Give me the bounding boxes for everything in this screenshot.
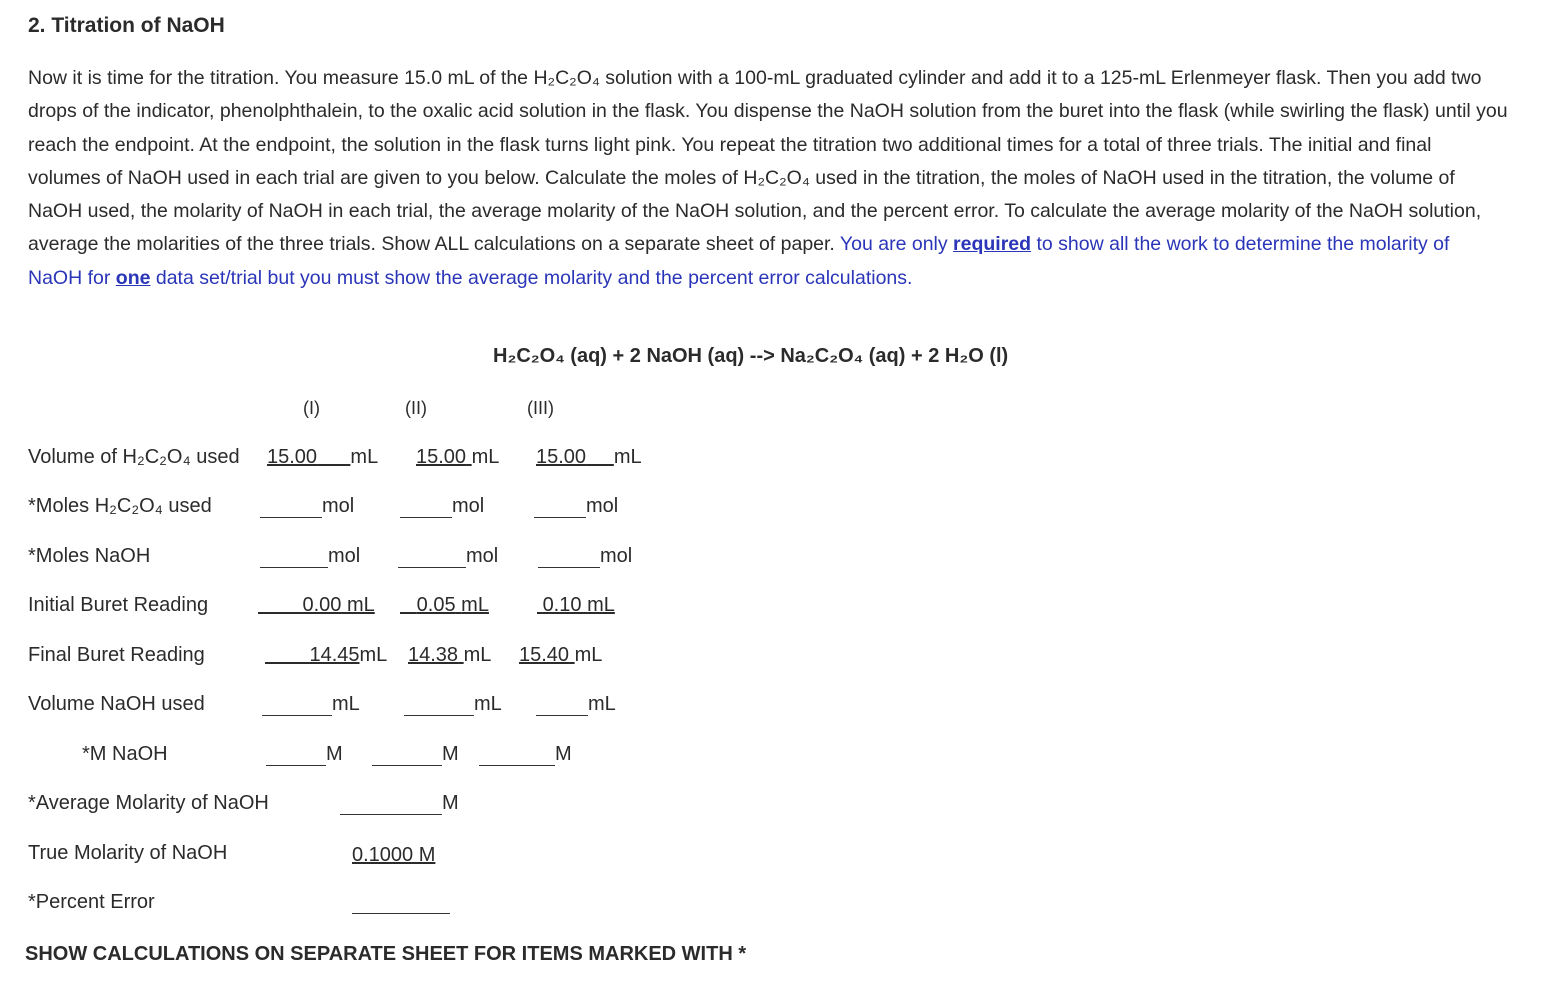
moles-naoh-trial-1-blank[interactable]: mol bbox=[260, 545, 360, 568]
true-molarity-value: 0.1000 M bbox=[352, 844, 436, 866]
trial-header-2: (II) bbox=[405, 398, 427, 418]
initial-buret-trial-3: 0.10 mL bbox=[542, 594, 615, 616]
trial-header-1: (I) bbox=[303, 398, 320, 418]
volume-naoh-trial-2-blank[interactable]: mL bbox=[404, 693, 502, 716]
moles-naoh-trial-2-blank[interactable]: mol bbox=[398, 545, 498, 568]
row-label-volume-h2c2o4: Volume of H₂C₂O₄ used bbox=[28, 446, 240, 468]
row-label-moles-h2c2o4: *Moles H₂C₂O₄ used bbox=[28, 495, 212, 517]
average-molarity-blank[interactable]: M bbox=[340, 792, 459, 815]
row-label-average-molarity: *Average Molarity of NaOH bbox=[28, 792, 269, 814]
moles-naoh-trial-3-blank[interactable]: mol bbox=[538, 545, 632, 568]
volume-naoh-trial-3-blank[interactable]: mL bbox=[536, 693, 616, 716]
volume-h2c2o4-trial-2: 15.00 mL bbox=[416, 446, 500, 468]
volume-h2c2o4-trial-3: 15.00 mL bbox=[536, 446, 642, 468]
final-buret-trial-3: 15.40 mL bbox=[519, 644, 603, 666]
moles-h2c2o4-trial-2-blank[interactable]: mol bbox=[400, 495, 484, 518]
section-title: 2. Titration of NaOH bbox=[28, 14, 225, 37]
percent-error-blank[interactable] bbox=[352, 891, 450, 914]
row-label-initial-buret: Initial Buret Reading bbox=[28, 594, 209, 616]
requirement-note: You are only required to show all the work to determine the molarity of NaOH for one data set/trial but you must show the average molarity and the percent error calculations. bbox=[28, 233, 1450, 289]
final-buret-trial-1: 14.45mL bbox=[309, 644, 388, 666]
footer-instruction: SHOW CALCULATIONS ON SEPARATE SHEET FOR ITEMS MARKED WITH * bbox=[25, 943, 747, 965]
row-label-percent-error: *Percent Error bbox=[28, 891, 155, 913]
initial-buret-trial-1: 0.00 mL bbox=[302, 594, 375, 616]
trial-header-3: (III) bbox=[527, 398, 554, 418]
row-label-final-buret: Final Buret Reading bbox=[28, 644, 205, 666]
row-label-volume-naoh: Volume NaOH used bbox=[28, 693, 205, 715]
moles-h2c2o4-trial-1-blank[interactable]: mol bbox=[260, 495, 354, 518]
volume-h2c2o4-trial-1: 15.00 mL bbox=[267, 446, 379, 468]
volume-naoh-trial-1-blank[interactable]: mL bbox=[262, 693, 360, 716]
m-naoh-trial-1-blank[interactable]: M bbox=[266, 743, 343, 766]
row-label-moles-naoh: *Moles NaOH bbox=[28, 545, 151, 567]
instructions-text: Now it is time for the titration. You measure 15.0 mL of the H₂C₂O₄ solution with a 100-mL graduated cylinder and add it to a 125-mL Erlenmeyer flask. Then you add two drops of the indicator, phenolphthalein, to the oxalic acid solution in the flask. You dispense the NaOH solution from the buret into the flask (while swirling the flask) until you reach the endpoint. At the endpoint, the solution in the flask turns light pink. You repeat the titration two additional times for a total of three trials. The initial and final volumes of NaOH used in each trial are given to you below. Calculate the moles of H₂C₂O₄ used in the titration, the moles of NaOH used in the titration, the volume of NaOH used, the molarity of NaOH in each trial, the average molarity of the NaOH solution, and the percent error. To calculate the average molarity of the NaOH solution, average the molarities of the three trials. Show ALL calculations on a separate sheet of paper. bbox=[28, 67, 1508, 256]
initial-buret-trial-2: 0.05 mL bbox=[416, 594, 489, 616]
m-naoh-trial-2-blank[interactable]: M bbox=[372, 743, 459, 766]
reaction-equation: H₂C₂O₄ (aq) + 2 NaOH (aq) --> Na₂C₂O₄ (aq) + 2 H₂O (l) bbox=[493, 345, 1009, 367]
moles-h2c2o4-trial-3-blank[interactable]: mol bbox=[534, 495, 618, 518]
m-naoh-trial-3-blank[interactable]: M bbox=[479, 743, 572, 766]
row-label-true-molarity: True Molarity of NaOH bbox=[28, 842, 228, 864]
final-buret-trial-2: 14.38 mL bbox=[408, 644, 492, 666]
instructions-paragraph bbox=[28, 62, 1508, 295]
row-label-m-naoh: *M NaOH bbox=[82, 743, 168, 765]
